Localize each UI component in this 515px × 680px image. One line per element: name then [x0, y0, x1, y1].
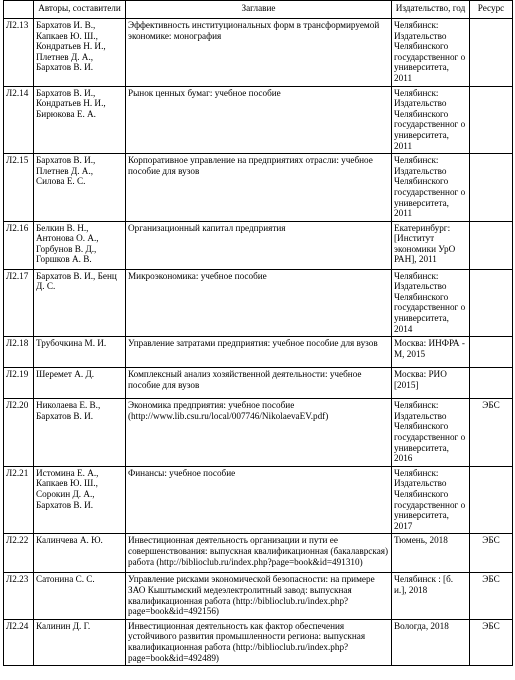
publisher-line: университета, — [394, 442, 449, 453]
row-resource: ЭБС — [470, 399, 513, 467]
publisher-line: Издательство — [394, 165, 447, 176]
row-authors: Истомина Е. А., Капкаев Ю. Ш., Сорокин Д. А., Бархатов В. И. — [34, 466, 126, 534]
row-number: Л2.13 — [4, 19, 34, 87]
row-title: Корпоративное управление на предприятиях отрасли: учебное пособие для вузов — [126, 154, 392, 222]
row-resource — [470, 368, 513, 399]
table-body — [4, 19, 513, 666]
row-publisher — [392, 466, 470, 534]
table-row — [4, 368, 513, 399]
publisher-line: 2011 — [394, 208, 413, 219]
publisher-line: Челябинского — [394, 108, 449, 119]
publisher-line: РАН], 2011 — [394, 254, 437, 265]
row-publisher — [392, 534, 470, 573]
publisher-line: Москва: РИО — [394, 369, 447, 380]
row-publisher — [392, 269, 470, 337]
row-number: Л2.16 — [4, 221, 34, 269]
publisher-line: Москва: ИНФРА - — [394, 338, 465, 349]
publisher-line: университета, — [394, 510, 449, 521]
publisher-line: государственног о — [394, 119, 466, 130]
row-title: Управление рисками экономической безопасности: на примере ЗАО Кыштымский медеэлектролитный завод: выпускная квалификационная работа (http://biblioclub.ru/index.php?page=book&id=492156) — [126, 573, 392, 619]
publisher-line: Челябинск: — [394, 87, 439, 98]
row-number: Л2.24 — [4, 619, 34, 665]
publisher-line: университета, — [394, 197, 449, 208]
row-publisher — [392, 399, 470, 467]
row-resource: ЭБС — [470, 573, 513, 619]
publisher-line: Челябинск: — [394, 400, 439, 411]
row-title: Инвестиционная деятельность как фактор обеспечения устойчивого развития промышленности региона: выпускная квалификационная работа (http://biblioclub.ru/index.php?page=book&id=492489) — [126, 619, 392, 665]
row-authors: Бархатов В. И., Кондратьев Н. И., Бирюкова Е. А. — [34, 86, 126, 154]
table-row — [4, 399, 513, 467]
publisher-line: Челябинского — [394, 176, 449, 187]
row-authors: Бархатов И. В., Капкаев Ю. Ш., Кондратьев Н. И., Плетнев Д. А., Бархатов В. И. — [34, 19, 126, 87]
row-resource: ЭБС — [470, 534, 513, 573]
row-resource: ЭБС — [470, 619, 513, 665]
row-publisher — [392, 619, 470, 665]
row-number: Л2.18 — [4, 337, 34, 368]
table-row — [4, 466, 513, 534]
publisher-line: М, 2015 — [394, 348, 426, 359]
row-title: Управление затратами предприятия: учебное пособие для вузов — [126, 337, 392, 368]
bibliography-table — [3, 0, 513, 666]
table-row — [4, 337, 513, 368]
publisher-line: Челябинского — [394, 489, 449, 499]
publisher-line: Челябинского — [394, 291, 449, 302]
header-row — [4, 1, 513, 19]
row-resource — [470, 154, 513, 222]
table-row — [4, 269, 513, 337]
publisher-line: Челябинск: — [394, 467, 439, 478]
row-publisher — [392, 19, 470, 87]
table-header — [4, 1, 513, 19]
row-number: Л2.22 — [4, 534, 34, 573]
publisher-line: Издательство — [394, 281, 447, 292]
row-authors: Калинин Д. Г. — [34, 619, 126, 665]
row-title: Микроэкономика: учебное пособие — [126, 269, 392, 337]
row-title: Рынок ценных бумаг: учебное пособие — [126, 86, 392, 154]
row-resource — [470, 269, 513, 337]
publisher-line: государственног о — [394, 51, 466, 62]
publisher-line: 2017 — [394, 520, 413, 531]
row-title: Комплексный анализ хозяйственной деятельности: учебное пособие для вузов — [126, 368, 392, 399]
publisher-line: 2016 — [394, 453, 413, 464]
row-title: Эффективность институциональных форм в трансформируемой экономике: монография — [126, 19, 392, 87]
header-resource: Ресурс — [470, 1, 513, 19]
row-authors: Шеремет А. Д. — [34, 368, 126, 399]
publisher-line: Челябинского — [394, 421, 449, 432]
publisher-line: государственног о — [394, 499, 466, 510]
publisher-line: Вологда, 2018 — [394, 620, 449, 631]
publisher-line: и.], 2018 — [394, 584, 428, 595]
publisher-line: 2011 — [394, 140, 413, 151]
row-number: Л2.19 — [4, 368, 34, 399]
row-authors: Бархатов В. И., Бенц Д. С. — [34, 269, 126, 337]
header-publisher: Издательство, год — [392, 1, 470, 19]
table-row — [4, 19, 513, 87]
publisher-line: Издательство — [394, 98, 447, 109]
row-title: Инвестиционная деятельность организации и пути ее совершенствования: выпускная квалификационная (бакалаврская) работа (http://biblioclub.ru/index.php?page=book&id=491310) — [126, 534, 392, 573]
table-row — [4, 154, 513, 222]
row-authors: Николаева Е. В., Бархатов В. И. — [34, 399, 126, 467]
row-number: Л2.20 — [4, 399, 34, 467]
publisher-line: Челябинск: — [394, 20, 439, 30]
row-title: Экономика предприятия: учебное пособие (http://www.lib.csu.ru/local/007746/NikolaevaEV.pdf) — [126, 399, 392, 467]
bibliography-table-wrapper — [3, 0, 513, 666]
row-publisher — [392, 368, 470, 399]
header-authors: Авторы, составители — [34, 1, 126, 19]
publisher-line: Екатеринбург: — [394, 222, 451, 233]
row-authors: Бархатов В. И., Плетнев Д. А., Силова Е. С. — [34, 154, 126, 222]
publisher-line: Тюмень, 2018 — [394, 535, 448, 546]
publisher-line: Челябинск: — [394, 270, 439, 281]
row-title: Организационный капитал предприятия — [126, 221, 392, 269]
publisher-line: университета, — [394, 62, 449, 73]
table-row — [4, 573, 513, 619]
row-publisher — [392, 221, 470, 269]
row-authors: Калинчева А. Ю. — [34, 534, 126, 573]
row-publisher — [392, 154, 470, 222]
row-number: Л2.14 — [4, 86, 34, 154]
table-row — [4, 86, 513, 154]
publisher-line: государственног о — [394, 302, 466, 313]
publisher-line: государственног о — [394, 432, 466, 443]
publisher-line: Издательство — [394, 410, 447, 421]
publisher-line: Издательство — [394, 30, 447, 41]
row-title: Финансы: учебное пособие — [126, 466, 392, 534]
publisher-line: 2014 — [394, 323, 413, 334]
publisher-line: экономики УрО — [394, 243, 456, 254]
row-resource — [470, 86, 513, 154]
publisher-line: Челябинского — [394, 41, 449, 52]
header-title: Заглавие — [126, 1, 392, 19]
publisher-line: Челябинск : [б. — [394, 574, 454, 585]
publisher-line: [2015] — [394, 379, 419, 390]
row-number: Л2.23 — [4, 573, 34, 619]
publisher-line: [Институт — [394, 233, 435, 244]
row-publisher — [392, 573, 470, 619]
header-number — [4, 1, 34, 19]
table-row — [4, 534, 513, 573]
row-resource — [470, 466, 513, 534]
row-publisher — [392, 337, 470, 368]
row-authors: Сатонина С. С. — [34, 573, 126, 619]
row-number: Л2.15 — [4, 154, 34, 222]
row-resource — [470, 221, 513, 269]
publisher-line: Издательство — [394, 478, 447, 489]
publisher-line: государственног о — [394, 186, 466, 197]
publisher-line: 2011 — [394, 72, 413, 83]
table-row — [4, 221, 513, 269]
row-resource — [470, 19, 513, 87]
row-resource — [470, 337, 513, 368]
row-authors: Белкин В. Н., Антонова О. А., Горбунов В. Д., Горшков А. В. — [34, 221, 126, 269]
publisher-line: Челябинск: — [394, 155, 439, 166]
row-publisher — [392, 86, 470, 154]
row-authors: Трубочкина М. И. — [34, 337, 126, 368]
row-number: Л2.17 — [4, 269, 34, 337]
row-number: Л2.21 — [4, 466, 34, 534]
table-row — [4, 619, 513, 665]
publisher-line: университета, — [394, 313, 449, 324]
publisher-line: университета, — [394, 129, 449, 140]
